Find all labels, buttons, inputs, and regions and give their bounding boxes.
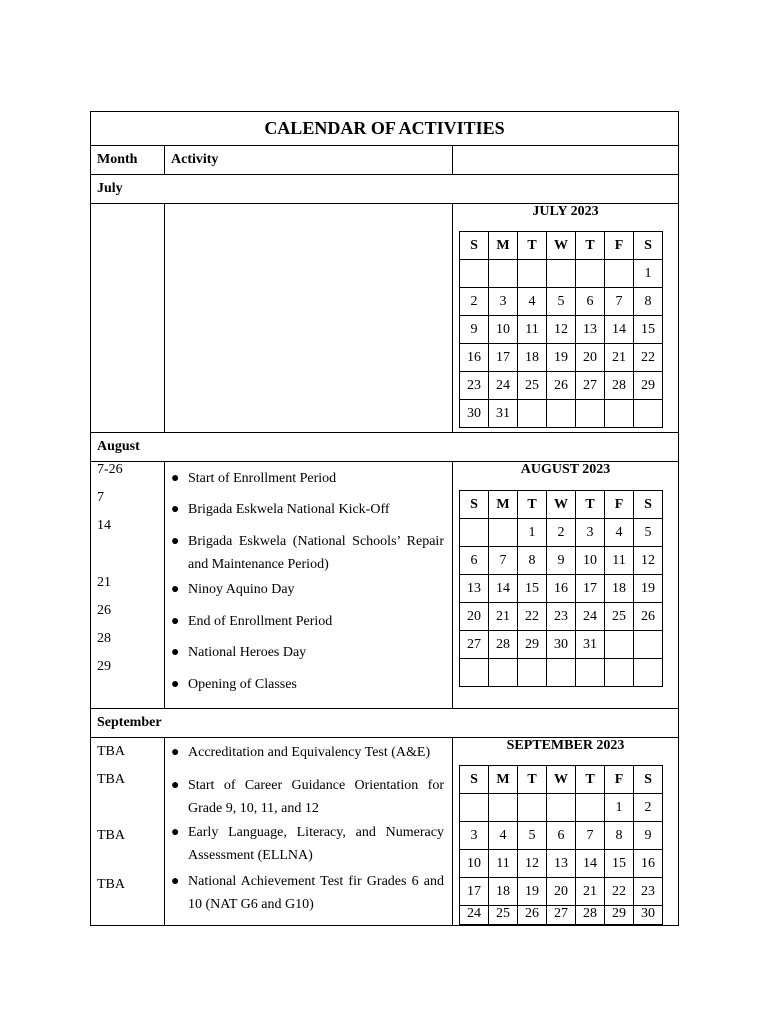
day-cell: 31 — [489, 400, 518, 428]
week-row — [460, 659, 663, 687]
activity-date: TBA — [97, 772, 125, 787]
weekday: T — [518, 491, 547, 519]
day-cell: 19 — [547, 344, 576, 372]
bullet-icon: ● — [171, 502, 180, 517]
weekday: S — [634, 491, 663, 519]
week-row — [460, 400, 663, 428]
calendar-title: JULY 2023 — [532, 204, 599, 219]
day-cell: 20 — [576, 344, 605, 372]
activity-date: 28 — [97, 631, 111, 646]
activity-date: TBA — [97, 744, 125, 759]
day-cell — [605, 631, 634, 659]
week-row — [460, 631, 663, 659]
week-row — [460, 794, 663, 822]
bullet-icon: ● — [171, 825, 180, 840]
day-cell: 16 — [634, 850, 663, 878]
day-cell: 22 — [634, 344, 663, 372]
activity-item: ● National Achievement Test fir Grades 6 and 10 (NAT G6 and G10) — [171, 870, 444, 916]
day-cell: 26 — [547, 372, 576, 400]
weekday: S — [634, 766, 663, 794]
activity-item: ● End of Enrollment Period — [171, 610, 444, 633]
day-cell: 29 — [518, 631, 547, 659]
day-cell: 6 — [460, 547, 489, 575]
september-calendar-cell — [453, 738, 679, 926]
activity-header: Activity — [165, 146, 453, 175]
weekday: T — [576, 232, 605, 260]
weekday: T — [518, 232, 547, 260]
bullet-icon: ● — [171, 778, 180, 793]
day-cell: 5 — [518, 822, 547, 850]
day-cell — [518, 794, 547, 822]
september-activities-cell — [165, 738, 453, 926]
activity-item: ● National Heroes Day — [171, 641, 444, 664]
weekday: M — [489, 232, 518, 260]
day-cell: 7 — [576, 822, 605, 850]
august-calendar-cell — [453, 462, 679, 709]
day-cell: 4 — [605, 519, 634, 547]
day-cell: 1 — [634, 260, 663, 288]
day-cell: 16 — [460, 344, 489, 372]
activity-item: ● Brigada Eskwela National Kick-Off — [171, 498, 444, 521]
day-cell: 11 — [518, 316, 547, 344]
week-row — [460, 575, 663, 603]
day-cell: 18 — [489, 878, 518, 906]
day-cell — [605, 659, 634, 687]
day-cell: 28 — [605, 372, 634, 400]
calendar-title: AUGUST 2023 — [520, 462, 611, 477]
day-cell: 9 — [460, 316, 489, 344]
month-header: Month — [91, 146, 165, 175]
activity-item: ● Start of Career Guidance Orientation for Grade 9, 10, 11, and 12 — [171, 774, 444, 820]
day-cell: 30 — [547, 631, 576, 659]
day-cell: 22 — [518, 603, 547, 631]
weekday-row — [460, 232, 663, 260]
activity-date: TBA — [97, 828, 125, 843]
day-cell: 17 — [489, 344, 518, 372]
activities-table — [90, 111, 679, 926]
calendar-title: SEPTEMBER 2023 — [506, 738, 625, 753]
day-cell — [489, 659, 518, 687]
day-cell: 21 — [576, 878, 605, 906]
day-cell: 27 — [576, 372, 605, 400]
page-title: CALENDAR OF ACTIVITIES — [91, 112, 679, 146]
weekday: S — [460, 232, 489, 260]
day-cell: 14 — [489, 575, 518, 603]
weekday-row — [460, 491, 663, 519]
day-cell: 9 — [547, 547, 576, 575]
day-cell: 8 — [634, 288, 663, 316]
day-cell: 14 — [576, 850, 605, 878]
day-cell: 29 — [605, 906, 634, 925]
activity-date: 7-26 — [97, 462, 123, 477]
day-cell: 3 — [460, 822, 489, 850]
day-cell — [547, 794, 576, 822]
day-cell — [489, 260, 518, 288]
day-cell: 11 — [489, 850, 518, 878]
day-cell — [576, 260, 605, 288]
week-row — [460, 906, 663, 925]
activity-item: ● Early Language, Literacy, and Numeracy Assessment (ELLNA) — [171, 821, 444, 867]
september-calendar — [459, 765, 663, 925]
weekday-row — [460, 766, 663, 794]
week-row — [460, 288, 663, 316]
month-label-july: July — [91, 175, 679, 204]
weekday: S — [460, 766, 489, 794]
weekday: S — [460, 491, 489, 519]
day-cell — [460, 659, 489, 687]
activity-date: 26 — [97, 603, 111, 618]
july-calendar — [459, 231, 663, 428]
day-cell — [605, 400, 634, 428]
day-cell: 19 — [518, 878, 547, 906]
weekday: T — [576, 491, 605, 519]
day-cell: 10 — [489, 316, 518, 344]
day-cell: 7 — [605, 288, 634, 316]
activity-item: ● Brigada Eskwela (National Schools’ Repair and Maintenance Period) — [171, 530, 444, 576]
bullet-icon: ● — [171, 582, 180, 597]
day-cell — [518, 659, 547, 687]
activity-item: ● Ninoy Aquino Day — [171, 578, 444, 601]
day-cell — [489, 794, 518, 822]
day-cell: 21 — [489, 603, 518, 631]
day-cell: 18 — [605, 575, 634, 603]
day-cell: 15 — [605, 850, 634, 878]
activity-date: 21 — [97, 575, 111, 590]
day-cell: 3 — [576, 519, 605, 547]
august-dates-cell — [91, 462, 165, 709]
day-cell: 18 — [518, 344, 547, 372]
bullet-icon: ● — [171, 745, 180, 760]
weekday: S — [634, 232, 663, 260]
weekday: F — [605, 491, 634, 519]
july-calendar-cell — [453, 204, 679, 433]
activity-item: ● Opening of Classes — [171, 673, 444, 696]
day-cell: 14 — [605, 316, 634, 344]
bullet-icon: ● — [171, 677, 180, 692]
day-cell: 1 — [605, 794, 634, 822]
weekday: T — [518, 766, 547, 794]
day-cell: 8 — [518, 547, 547, 575]
activity-item: ● Start of Enrollment Period — [171, 467, 444, 490]
day-cell: 22 — [605, 878, 634, 906]
weekday: F — [605, 232, 634, 260]
day-cell: 27 — [547, 906, 576, 925]
day-cell: 2 — [634, 794, 663, 822]
day-cell: 21 — [605, 344, 634, 372]
day-cell — [518, 400, 547, 428]
weekday: W — [547, 491, 576, 519]
day-cell — [460, 794, 489, 822]
weekday: F — [605, 766, 634, 794]
weekday: W — [547, 232, 576, 260]
week-row — [460, 878, 663, 906]
day-cell — [634, 631, 663, 659]
day-cell: 6 — [576, 288, 605, 316]
day-cell: 12 — [634, 547, 663, 575]
day-cell: 3 — [489, 288, 518, 316]
day-cell: 20 — [547, 878, 576, 906]
day-cell: 5 — [634, 519, 663, 547]
week-row — [460, 850, 663, 878]
activity-date: 14 — [97, 518, 111, 533]
day-cell: 29 — [634, 372, 663, 400]
day-cell: 10 — [460, 850, 489, 878]
day-cell: 19 — [634, 575, 663, 603]
august-activities-cell — [165, 462, 453, 709]
weekday: W — [547, 766, 576, 794]
july-dates-cell — [91, 204, 165, 433]
week-row — [460, 547, 663, 575]
day-cell — [547, 260, 576, 288]
week-row — [460, 822, 663, 850]
day-cell: 23 — [547, 603, 576, 631]
day-cell: 24 — [489, 372, 518, 400]
day-cell: 15 — [634, 316, 663, 344]
day-cell — [576, 400, 605, 428]
day-cell — [605, 260, 634, 288]
day-cell: 12 — [518, 850, 547, 878]
day-cell: 10 — [576, 547, 605, 575]
day-cell: 12 — [547, 316, 576, 344]
day-cell: 28 — [576, 906, 605, 925]
day-cell: 7 — [489, 547, 518, 575]
bullet-icon: ● — [171, 614, 180, 629]
day-cell: 13 — [576, 316, 605, 344]
day-cell: 25 — [518, 372, 547, 400]
day-cell — [634, 659, 663, 687]
day-cell — [489, 519, 518, 547]
day-cell: 25 — [489, 906, 518, 925]
day-cell: 6 — [547, 822, 576, 850]
day-cell: 17 — [576, 575, 605, 603]
day-cell: 24 — [576, 603, 605, 631]
bullet-icon: ● — [171, 645, 180, 660]
activity-item: ● Accreditation and Equivalency Test (A&E) — [171, 741, 444, 764]
day-cell: 1 — [518, 519, 547, 547]
day-cell: 27 — [460, 631, 489, 659]
day-cell: 9 — [634, 822, 663, 850]
week-row — [460, 344, 663, 372]
day-cell — [576, 659, 605, 687]
month-label-august: August — [91, 433, 679, 462]
day-cell: 2 — [460, 288, 489, 316]
day-cell — [460, 519, 489, 547]
july-activities-cell — [165, 204, 453, 433]
activity-date: 29 — [97, 659, 111, 674]
day-cell — [634, 400, 663, 428]
day-cell: 25 — [605, 603, 634, 631]
bullet-icon: ● — [171, 471, 180, 486]
day-cell: 24 — [460, 906, 489, 925]
day-cell: 16 — [547, 575, 576, 603]
activity-date: 7 — [97, 490, 104, 505]
august-calendar — [459, 490, 663, 687]
weekday: T — [576, 766, 605, 794]
day-cell: 20 — [460, 603, 489, 631]
week-row — [460, 519, 663, 547]
day-cell — [460, 260, 489, 288]
day-cell: 5 — [547, 288, 576, 316]
september-dates-cell — [91, 738, 165, 926]
day-cell: 11 — [605, 547, 634, 575]
day-cell: 17 — [460, 878, 489, 906]
day-cell: 28 — [489, 631, 518, 659]
day-cell — [576, 794, 605, 822]
day-cell — [547, 659, 576, 687]
weekday: M — [489, 766, 518, 794]
weekday: M — [489, 491, 518, 519]
bullet-icon: ● — [171, 534, 180, 549]
day-cell — [547, 400, 576, 428]
day-cell: 13 — [460, 575, 489, 603]
day-cell: 2 — [547, 519, 576, 547]
blank-header — [453, 146, 679, 175]
bullet-icon: ● — [171, 874, 180, 889]
day-cell — [518, 260, 547, 288]
day-cell: 13 — [547, 850, 576, 878]
day-cell: 4 — [489, 822, 518, 850]
day-cell: 23 — [634, 878, 663, 906]
week-row — [460, 316, 663, 344]
day-cell: 15 — [518, 575, 547, 603]
day-cell: 26 — [518, 906, 547, 925]
day-cell: 8 — [605, 822, 634, 850]
activity-date: TBA — [97, 877, 125, 892]
day-cell: 4 — [518, 288, 547, 316]
week-row — [460, 603, 663, 631]
day-cell: 30 — [634, 906, 663, 925]
week-row — [460, 372, 663, 400]
day-cell: 31 — [576, 631, 605, 659]
week-row — [460, 260, 663, 288]
day-cell: 26 — [634, 603, 663, 631]
day-cell: 30 — [460, 400, 489, 428]
day-cell: 23 — [460, 372, 489, 400]
month-label-september: September — [91, 709, 679, 738]
